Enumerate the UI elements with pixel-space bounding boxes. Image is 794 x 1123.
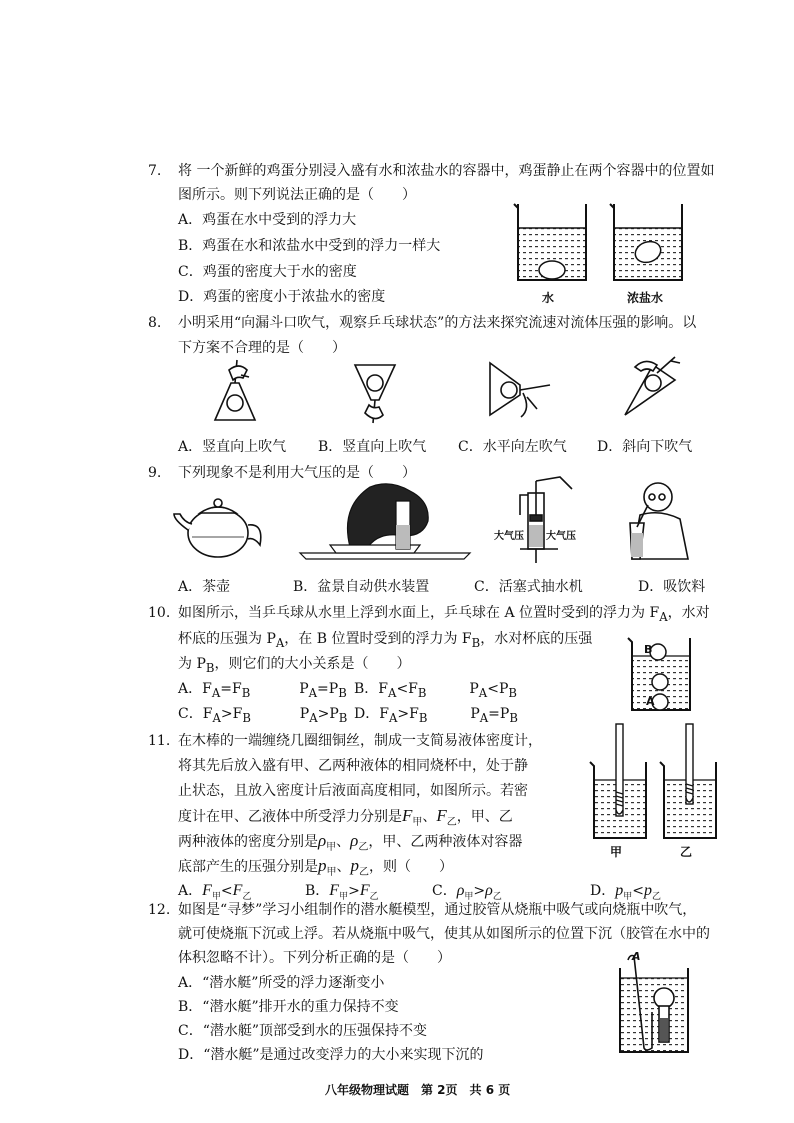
q10-line1-sub: A xyxy=(659,609,668,624)
q11-line1: 在木棒的一端缠绕几圈细铜丝，制成一支简易液体密度计， xyxy=(178,733,542,749)
q11-rho-jia: ρ xyxy=(318,831,327,850)
q9-option-a: A．茶壶 xyxy=(178,579,231,595)
q11-rho-yi: ρ xyxy=(350,831,359,850)
q11-p-yi-sub: 乙 xyxy=(359,866,369,878)
q11-line5-end: ，甲、乙两种液体对容器 xyxy=(368,834,523,850)
q9-piston-pump xyxy=(520,477,572,563)
q11-line6-end: ，则（ ） xyxy=(369,859,453,875)
q10-line2-sub: A xyxy=(275,635,285,650)
q11-line4-text: 度计在甲、乙液体中所受浮力分别是 xyxy=(178,809,402,825)
q11-number: 11. xyxy=(148,733,171,749)
q10-opt-d-p: P xyxy=(470,706,480,722)
q12-option-b: B．“潜水艇”排开水的重力保持不变 xyxy=(178,999,399,1015)
q9-bonsai xyxy=(300,484,470,559)
q11-f-jia-sub: 甲 xyxy=(412,816,423,828)
q11-sep1: 、 xyxy=(422,809,437,825)
q11-beaker-yi xyxy=(660,724,716,838)
q7-beakers-figure xyxy=(510,202,700,286)
q11-f-jia: F xyxy=(402,806,413,825)
q9-stem-line1: 下列现象不是利用大气压的是（ ） xyxy=(178,465,416,481)
q10-label-a: A xyxy=(646,695,655,708)
q11-rho-jia-sub: 甲 xyxy=(326,841,337,853)
q10-opt-a-p: P xyxy=(299,681,309,697)
q10-opt-a-sub1: A xyxy=(211,685,221,700)
q8-option-d: D．斜向下吹气 xyxy=(597,439,693,455)
q12-option-d: D．“潜水艇”是通过改变浮力的大小来实现下沉的 xyxy=(178,1047,484,1063)
q11-opt-a-rel: < xyxy=(220,883,233,899)
q10-opt-b-sub2: B xyxy=(417,685,427,700)
q11-caption-yi: 乙 xyxy=(680,845,693,859)
q10-opt-a-label: A．F xyxy=(178,681,212,697)
q11-opt-b-label: B． xyxy=(305,883,330,899)
q10-opt-d-sub1: A xyxy=(388,710,398,725)
q10-option-b xyxy=(354,678,517,704)
q11-beaker-jia xyxy=(590,724,646,838)
q11-opt-c-s1: 甲 xyxy=(464,891,474,902)
q8-stem-line1: 小明采用“向漏斗口吹气，观察乒乓球状态”的方法来探究流速对流体压强的影响。以 xyxy=(178,315,697,331)
q7-number: 7. xyxy=(148,163,162,179)
q11-opt-c-r2: ρ xyxy=(485,882,493,899)
q8-option-a: A．竖直向上吹气 xyxy=(178,439,287,455)
q9-option-d: D．吸饮料 xyxy=(638,579,706,595)
q11-opt-d-p1: p xyxy=(615,882,624,899)
q10-opt-b-pa: A xyxy=(478,685,488,700)
q12-stem-line1: 如图是“寻梦”学习小组制作的潜水艇模型，通过胶管从烧瓶中吸气或向烧瓶中吹气， xyxy=(178,902,697,918)
q10-opt-c-rel: >F xyxy=(220,706,243,722)
q11-line4-end: ，甲、乙 xyxy=(456,809,513,825)
q7-stem-line1: 将 一个新鲜的鸡蛋分别浸入盛有水和浓盐水的容器中，鸡蛋静止在两个容器中的位置如 xyxy=(178,163,715,179)
q10-opt-a-pa: A xyxy=(308,685,318,700)
q10-line3-sub: B xyxy=(205,660,215,675)
q11-opt-d-label: D． xyxy=(590,883,616,899)
q12-option-c: C．“潜水艇”顶部受到水的压强保持不变 xyxy=(178,1023,428,1039)
q11-opt-a-f1: F xyxy=(202,882,212,899)
q11-p-yi: p xyxy=(350,856,359,875)
q10-opt-d-label: D．F xyxy=(354,706,389,722)
q8-funnel-d xyxy=(625,357,680,415)
q11-opt-a-label: A． xyxy=(178,883,203,899)
q9-drinking xyxy=(630,483,688,559)
q12-submarine-figure xyxy=(614,952,694,1056)
q11-opt-c-label: C． xyxy=(432,883,457,899)
q11-opt-a-s1: 甲 xyxy=(211,891,221,902)
q10-ball-b xyxy=(650,644,666,660)
q11-p-jia-sub: 甲 xyxy=(326,866,337,878)
q10-line2-text: 杯底的压强为 P xyxy=(178,631,276,647)
q10-opt-b-pb: B xyxy=(508,685,517,700)
q11-p-jia: p xyxy=(318,856,327,875)
q11-opt-a-f2: F xyxy=(232,882,243,899)
q11-opt-c-rel: > xyxy=(473,883,486,899)
q9-teapot xyxy=(174,499,261,557)
q10-beaker-figure xyxy=(624,634,694,714)
q10-stem-line3 xyxy=(178,653,410,679)
q11-opt-d-s1: 甲 xyxy=(623,891,633,902)
q11-opt-d-p2: p xyxy=(643,882,652,899)
q10-option-d xyxy=(354,703,518,729)
q7-caption-brine: 浓盐水 xyxy=(627,291,664,305)
q10-opt-c-label: C．F xyxy=(178,706,213,722)
q10-opt-b-label: B．F xyxy=(354,681,389,697)
q7-option-a: A．鸡蛋在水中受到的浮力大 xyxy=(178,212,357,228)
q11-line3: 止状态，且放入密度计后液面高度相同，如图所示。若密 xyxy=(178,783,528,799)
q10-ball-middle xyxy=(652,674,668,690)
q10-opt-a-pb: B xyxy=(338,685,347,700)
q11-opt-b-f1: F xyxy=(329,882,340,899)
q10-opt-b-rel: <F xyxy=(396,681,418,697)
q11-caption-jia: 甲 xyxy=(610,845,623,859)
q10-opt-c-sub1: A xyxy=(212,710,221,725)
q11-sep3: 、 xyxy=(336,859,351,875)
q8-funnel-c xyxy=(490,363,550,417)
q9-option-b: B．盆景自动供水装置 xyxy=(293,579,430,595)
q9-pump-label-left: 大气压 xyxy=(494,531,524,542)
q7-stem-line2: 图所示。则下列说法正确的是（ ） xyxy=(178,187,416,203)
q10-opt-b-prel: <P xyxy=(487,681,509,697)
q9-option-c: C．活塞式抽水机 xyxy=(474,579,583,595)
q10-opt-b-sub1: A xyxy=(388,685,397,700)
q8-stem-line2: 下方案不合理的是（ ） xyxy=(178,340,346,356)
q10-option-c xyxy=(178,703,347,729)
q9-figures xyxy=(170,475,690,565)
q10-line2-end: ，水对杯底的压强 xyxy=(480,631,593,647)
q8-funnel-figures xyxy=(205,355,685,435)
q11-line5-text: 两种液体的密度分别是 xyxy=(178,834,318,850)
q10-opt-d-pb: B xyxy=(509,710,518,725)
q10-stem-line2 xyxy=(178,628,592,654)
q8-funnel-a xyxy=(215,360,255,420)
q10-opt-c-sub2: B xyxy=(242,710,251,725)
q7-beaker-water xyxy=(514,204,586,280)
page-footer: 八年级物理试题 第 2页 共 6 页 xyxy=(325,1083,511,1097)
q10-opt-d-sub2: B xyxy=(418,710,428,725)
q11-f-yi-sub: 乙 xyxy=(446,816,457,828)
q12-label-a: A xyxy=(632,950,641,963)
q11-hydrometer-figure xyxy=(588,722,728,842)
q10-line2-sub2: B xyxy=(471,635,481,650)
q7-beaker-brine xyxy=(610,204,682,280)
q7-egg-bottom xyxy=(539,261,565,279)
q10-line2-mid: ，在 B 位置时受到的浮力为 F xyxy=(284,631,472,647)
q10-opt-b-p: P xyxy=(469,681,479,697)
q10-opt-d-prel: =P xyxy=(488,706,510,722)
q12-option-a: A．“潜水艇”所受的浮力逐渐变小 xyxy=(178,975,385,991)
q7-option-c: C．鸡蛋的密度大于水的密度 xyxy=(178,264,357,280)
q11-f-yi: F xyxy=(436,806,447,825)
q11-opt-d-s2: 乙 xyxy=(651,891,661,902)
q11-opt-b-f2: F xyxy=(359,882,370,899)
q10-opt-a-rel: =F xyxy=(220,681,242,697)
q10-label-b: B xyxy=(644,643,653,656)
q10-number: 10. xyxy=(148,605,171,621)
q10-opt-c-prel: >P xyxy=(317,706,339,722)
q10-opt-c-pa: A xyxy=(309,710,318,725)
q11-opt-a-s2: 乙 xyxy=(242,891,252,902)
q12-stem-line2: 就可使烧瓶下沉或上浮。若从烧瓶中吸气，使其从如图所示的位置下沉（胶管在水中的 xyxy=(178,926,710,942)
q10-line1-end: ，水对 xyxy=(667,605,710,621)
q10-line1-text: 如图所示，当乒乓球从水里上浮到水面上，乒乓球在 A 位置时受到的浮力为 F xyxy=(178,605,660,621)
q8-funnel-b xyxy=(355,365,395,423)
q11-opt-b-rel: > xyxy=(348,883,360,899)
q12-number: 12. xyxy=(148,902,171,918)
q12-stem-line3: 体积忽略不计）。下列分析正确的是（ ） xyxy=(178,950,451,966)
q7-option-d: D．鸡蛋的密度小于浓盐水的密度 xyxy=(178,289,386,305)
q10-stem-line1 xyxy=(178,602,710,628)
q10-opt-a-sub2: B xyxy=(241,685,251,700)
q11-opt-d-rel: < xyxy=(632,883,644,899)
q10-opt-c-p: P xyxy=(299,706,310,722)
q11-line6-text: 底部产生的压强分别是 xyxy=(178,859,318,875)
q9-number: 9. xyxy=(148,465,162,481)
q7-caption-water: 水 xyxy=(542,291,555,305)
q9-pump-label-right: 大气压 xyxy=(546,531,576,542)
q10-line3-text: 为 P xyxy=(178,656,206,672)
q10-opt-c-pb: B xyxy=(338,710,348,725)
q11-rho-yi-sub: 乙 xyxy=(358,841,369,853)
q11-opt-b-s1: 甲 xyxy=(339,891,349,902)
q10-opt-d-pa: A xyxy=(479,710,489,725)
q7-option-b: B．鸡蛋在水和浓盐水中受到的浮力一样大 xyxy=(178,238,441,254)
q8-option-c: C．水平向左吹气 xyxy=(458,439,567,455)
q10-option-a xyxy=(178,678,347,704)
q8-option-b: B．竖直向上吹气 xyxy=(318,439,427,455)
q11-opt-c-r1: ρ xyxy=(456,882,465,899)
q11-sep2: 、 xyxy=(336,834,351,850)
q11-opt-b-s2: 乙 xyxy=(369,891,379,902)
q10-opt-d-rel: >F xyxy=(397,706,419,722)
q10-line3-end: ，则它们的大小关系是（ ） xyxy=(214,656,411,672)
q11-line2: 将其先后放入盛有甲、乙两种液体的相同烧杯中，处于静 xyxy=(178,758,528,774)
q11-opt-c-s2: 乙 xyxy=(492,891,502,902)
q8-number: 8. xyxy=(148,315,162,331)
q10-opt-a-prel: =P xyxy=(317,681,339,697)
